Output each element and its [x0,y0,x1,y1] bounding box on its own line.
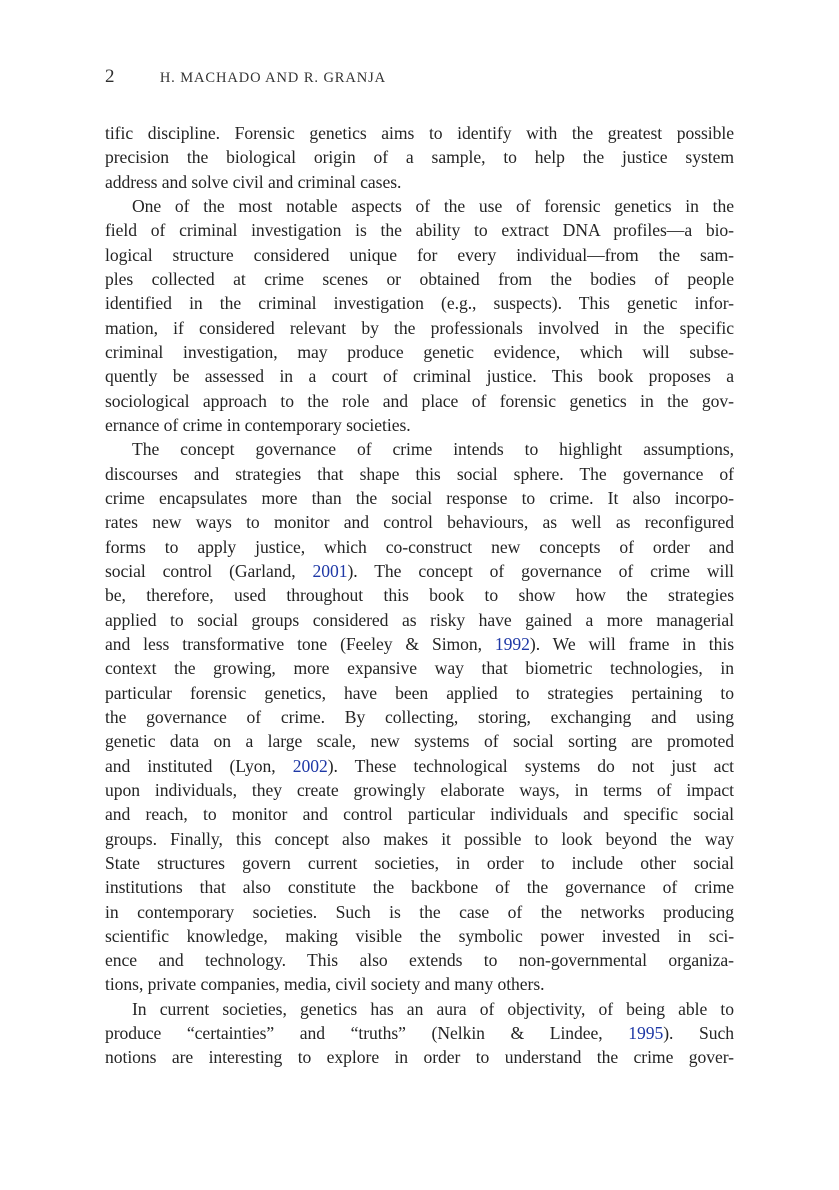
text-line: particular forensic genetics, have been applied to strategies pertaining to [105,682,734,703]
citation-year-link[interactable]: 1995 [628,1023,664,1044]
text-line: tific discipline. Forensic genetics aims to identify with the greatest possible [105,123,734,143]
text-line: upon individuals, they create growingly elaborate ways, in terms of impact [105,779,734,800]
running-header [105,66,386,88]
text-line: In current societies, genetics has an aura of objectivity, of being able to [132,998,734,1019]
paragraph [105,121,734,194]
text-line: quently be assessed in a court of criminal justice. This book proposes a [105,366,734,387]
running-head: H. MACHADO AND R. GRANJA [159,70,387,86]
text-line: notions are interesting to explore in order to understand the crime gover- [105,1047,734,1068]
text-line: be, therefore, used throughout this book to show how the strategies [105,585,734,606]
text-line: The concept governance of crime intends to highlight assumptions, [132,439,734,460]
text-line: ence and technology. This also extends to non-governmental organiza- [105,950,734,971]
text-line: and instituted (Lyon, 2002). These technological systems do not just act [105,755,734,776]
text-line: and less transformative tone (Feeley & Simon, 1992). We will frame in this [105,633,734,654]
text-line: address and solve civil and criminal cases. [105,171,402,192]
text-line: rates new ways to monitor and control behaviours, as well as reconfigured [105,512,734,533]
text-line: ples collected at crime scenes or obtained from the bodies of people [105,268,734,289]
paragraph [105,997,734,1070]
text-line: crime encapsulates more than the social response to crime. It also incorpo- [105,487,734,508]
citation-year-link[interactable]: 1992 [494,633,530,654]
paragraph [105,194,734,437]
text-line: produce “certainties” and “truths” (Nelkin & Lindee, 1995). Such [105,1023,734,1044]
text-line: tions, private companies, media, civil society and many others. [105,974,545,995]
text-line: logical structure considered unique for every individual—from the sam- [105,244,734,265]
text-line: institutions that also constitute the backbone of the governance of crime [105,877,734,898]
text-line: and reach, to monitor and control particular individuals and specific social [105,804,734,825]
text-line: the governance of crime. By collecting, storing, exchanging and using [105,706,734,727]
text-line: forms to apply justice, which co-construct new concepts of order and [105,536,734,557]
text-line: groups. Finally, this concept also makes it possible to look beyond the way [105,828,734,849]
text-line: sociological approach to the role and place of forensic genetics in the gov- [105,390,734,411]
text-line: social control (Garland, 2001). The concept of governance of crime will [105,560,734,581]
text-line: ernance of crime in contemporary societies. [105,414,411,435]
text-line: criminal investigation, may produce genetic evidence, which will subse- [105,341,734,362]
text-line: field of criminal investigation is the ability to extract DNA profiles—a bio- [105,220,734,241]
text-line: context the growing, more expansive way that biometric technologies, in [105,658,734,679]
citation-year-link[interactable]: 2001 [312,560,348,581]
text-line: identified in the criminal investigation (e.g., suspects). This genetic infor- [105,293,734,314]
text-line: discourses and strategies that shape this social sphere. The governance of [105,463,734,484]
page-body [105,121,734,1070]
paragraph [105,437,734,997]
text-line: in contemporary societies. Such is the case of the networks producing [105,901,734,922]
text-line: mation, if considered relevant by the professionals involved in the specific [105,317,734,338]
citation-year-link[interactable]: 2002 [292,755,328,776]
page-number: 2 [105,66,115,87]
text-line: State structures govern current societies, in order to include other social [105,852,734,873]
text-line: precision the biological origin of a sample, to help the justice system [105,147,734,168]
text-line: applied to social groups considered as risky have gained a more managerial [105,609,734,630]
text-line: genetic data on a large scale, new systems of social sorting are promoted [105,731,734,752]
text-line: One of the most notable aspects of the use of forensic genetics in the [132,195,734,216]
text-line: scientific knowledge, making visible the symbolic power invested in sci- [105,925,734,946]
